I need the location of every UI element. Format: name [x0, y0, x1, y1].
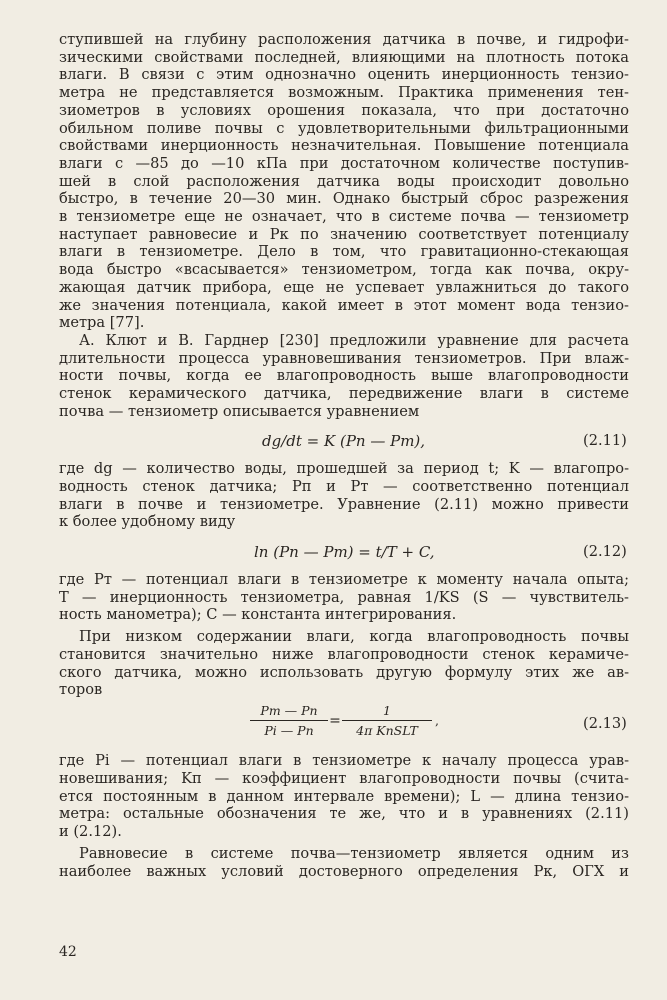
text-line: наиболее важных условий достоверного определения Pк, ОГХ и	[59, 863, 629, 880]
text-line: А. Клют и В. Гарднер [230] предложили уравнение для расчета	[79, 332, 629, 349]
text-line: влаги с —85 до —10 кПа при достаточном количестве поступив-	[59, 155, 629, 172]
text-line: метра не представляется возможным. Практика применения тен-	[59, 84, 629, 101]
text-line: ского датчика, можно использовать другую формулу этих же ав-	[59, 664, 629, 681]
text-line: где dg — количество воды, прошедшей за период t; K — влагопро-	[59, 460, 629, 477]
text-line: ется постоянным в данном интервале времени); L — длина тензио-	[59, 788, 629, 805]
text-line: Равновесие в системе почва—тензиометр является одним из	[79, 845, 629, 862]
text-line: T — инерционность тензиометра, равная 1/KS (S — чувствитель-	[59, 589, 629, 606]
text-line: обильном поливе почвы с удовлетворительными фильтрационными	[59, 120, 629, 137]
text-line: При низком содержании влаги, когда влагопроводность почвы	[79, 628, 629, 645]
text-line: водность стенок датчика; Pп и Pт — соответственно потенциал	[59, 478, 629, 495]
text-line: шей в слой расположения датчика воды происходит довольно	[59, 173, 629, 190]
text-line: ность манометра); C — константа интегрирования.	[59, 606, 457, 623]
text-line: влаги. В связи с этим однозначно оценить инерционность тензио-	[59, 66, 629, 83]
text-line: ности почвы, когда ее влагопроводность выше влагопроводности	[59, 367, 629, 384]
fraction-denominator: Pi — Pп	[264, 723, 314, 738]
text-line: новешивания; Kп — коэффициент влагопроводности почвы (счита-	[59, 770, 629, 787]
text-line: к более удобному виду	[59, 513, 236, 530]
text-line: зическими свойствами последней, влияющими на плотность потока	[59, 49, 629, 66]
text-line: в тензиометре еще не означает, что в системе почва — тензиометр	[59, 208, 629, 225]
equation-number: (2.13)	[583, 715, 627, 732]
text-line: метра [77].	[59, 314, 145, 331]
text-line: торов	[59, 681, 103, 698]
text-line: где Pi — потенциал влаги в тензиометре к началу процесса урав-	[59, 752, 629, 769]
equation-2-11: dg/dt = K (Pп — Pт),	[262, 432, 426, 450]
fraction-bar	[342, 720, 432, 721]
equation-number: (2.11)	[583, 432, 627, 449]
text-line: вода быстро «всасывается» тензиометром, тогда как почва, окру-	[59, 261, 629, 278]
equation-2-13	[250, 703, 440, 738]
text-line: где Pт — потенциал влаги в тензиометре к моменту начала опыта;	[59, 571, 629, 588]
text-line: наступает равновесие и Pк по значению соответствует потенциалу	[59, 226, 629, 243]
text-line: становится значительно ниже влагопроводности стенок керамиче-	[59, 646, 629, 663]
text-line: влаги в почве и тензиометре. Уравнение (2.11) можно привести	[59, 496, 629, 513]
text-line: же значения потенциала, какой имеет в этот момент вода тензио-	[59, 297, 629, 314]
fraction-numerator: 1	[383, 703, 391, 718]
page-number: 42	[59, 944, 77, 960]
text-line: метра: остальные обозначения те же, что и в уравнениях (2.11)	[59, 805, 629, 822]
text-line: быстро, в течение 20—30 мин. Однако быстрый сброс разрежения	[59, 190, 629, 207]
text-line: и (2.12).	[59, 823, 122, 840]
fraction-numerator: Pт — Pп	[260, 703, 318, 718]
fraction-denominator: 4π KпSLT	[356, 723, 418, 738]
text-line: длительности процесса уравновешивания тензиометров. При влаж-	[59, 350, 629, 367]
equals-sign: =	[329, 712, 341, 729]
text-line: свойствами инерционность незначительная. Повышение потенциала	[59, 137, 629, 154]
equation-2-12: ln (Pп — Pт) = t/T + C,	[254, 543, 435, 561]
text-line: почва — тензиометр описывается уравнением	[59, 403, 420, 420]
text-line: влаги в тензиометре. Дело в том, что гравитационно-стекающая	[59, 243, 629, 260]
fraction-bar	[250, 720, 328, 721]
text-line: жающая датчик прибора, еще не успевает увлажниться до такого	[59, 279, 629, 296]
equation-comma: ,	[435, 713, 439, 728]
text-line: ступившей на глубину расположения датчика в почве, и гидрофи-	[59, 31, 629, 48]
text-line: зиометров в условиях орошения показала, что при достаточно	[59, 102, 629, 119]
equation-number: (2.12)	[583, 543, 627, 560]
text-line: стенок керамического датчика, передвижение влаги в системе	[59, 385, 629, 402]
